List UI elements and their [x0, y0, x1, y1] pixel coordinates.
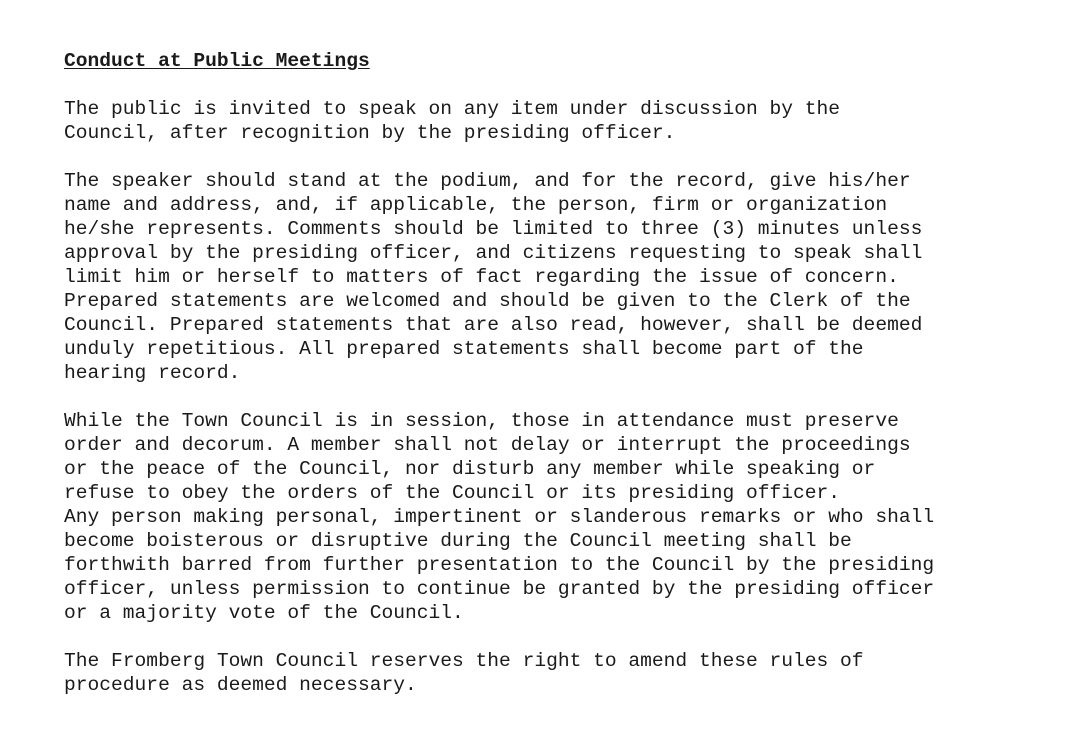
text-line: unduly repetitious. All prepared statements shall become part of the — [64, 338, 864, 360]
text-line: Council. Prepared statements that are also read, however, shall be deemed — [64, 314, 923, 336]
paragraph-order-decorum — [64, 409, 1064, 625]
text-line: The speaker should stand at the podium, and for the record, give his/her — [64, 170, 911, 192]
text-line: approval by the presiding officer, and citizens requesting to speak shall — [64, 242, 923, 264]
paragraph-amend-rules — [64, 649, 1064, 697]
paragraph-speaker-rules — [64, 169, 1064, 385]
text-line: Prepared statements are welcomed and should be given to the Clerk of the — [64, 290, 911, 312]
document-heading: Conduct at Public Meetings — [64, 50, 370, 72]
text-line: forthwith barred from further presentation to the Council by the presiding — [64, 554, 935, 576]
text-line: or a majority vote of the Council. — [64, 602, 464, 624]
text-line: become boisterous or disruptive during the Council meeting shall be — [64, 530, 852, 552]
text-line: While the Town Council is in session, those in attendance must preserve — [64, 410, 899, 432]
text-line: The public is invited to speak on any item under discussion by the — [64, 98, 841, 120]
text-line: name and address, and, if applicable, the person, firm or organization — [64, 194, 888, 216]
text-line: or the peace of the Council, nor disturb any member while speaking or — [64, 458, 876, 480]
text-line: Council, after recognition by the presiding officer. — [64, 122, 676, 144]
text-line: officer, unless permission to continue be granted by the presiding officer — [64, 578, 935, 600]
text-line: order and decorum. A member shall not delay or interrupt the proceedings — [64, 434, 911, 456]
text-line: he/she represents. Comments should be limited to three (3) minutes unless — [64, 218, 923, 240]
text-line: hearing record. — [64, 362, 241, 384]
text-line: Any person making personal, impertinent or slanderous remarks or who shall — [64, 506, 935, 528]
text-line: The Fromberg Town Council reserves the right to amend these rules of — [64, 650, 864, 672]
text-line: procedure as deemed necessary. — [64, 674, 417, 696]
document-body — [64, 49, 1064, 721]
paragraph-public-invited — [64, 97, 1064, 145]
text-line: refuse to obey the orders of the Council or its presiding officer. — [64, 482, 841, 504]
text-line: limit him or herself to matters of fact regarding the issue of concern. — [64, 266, 899, 288]
